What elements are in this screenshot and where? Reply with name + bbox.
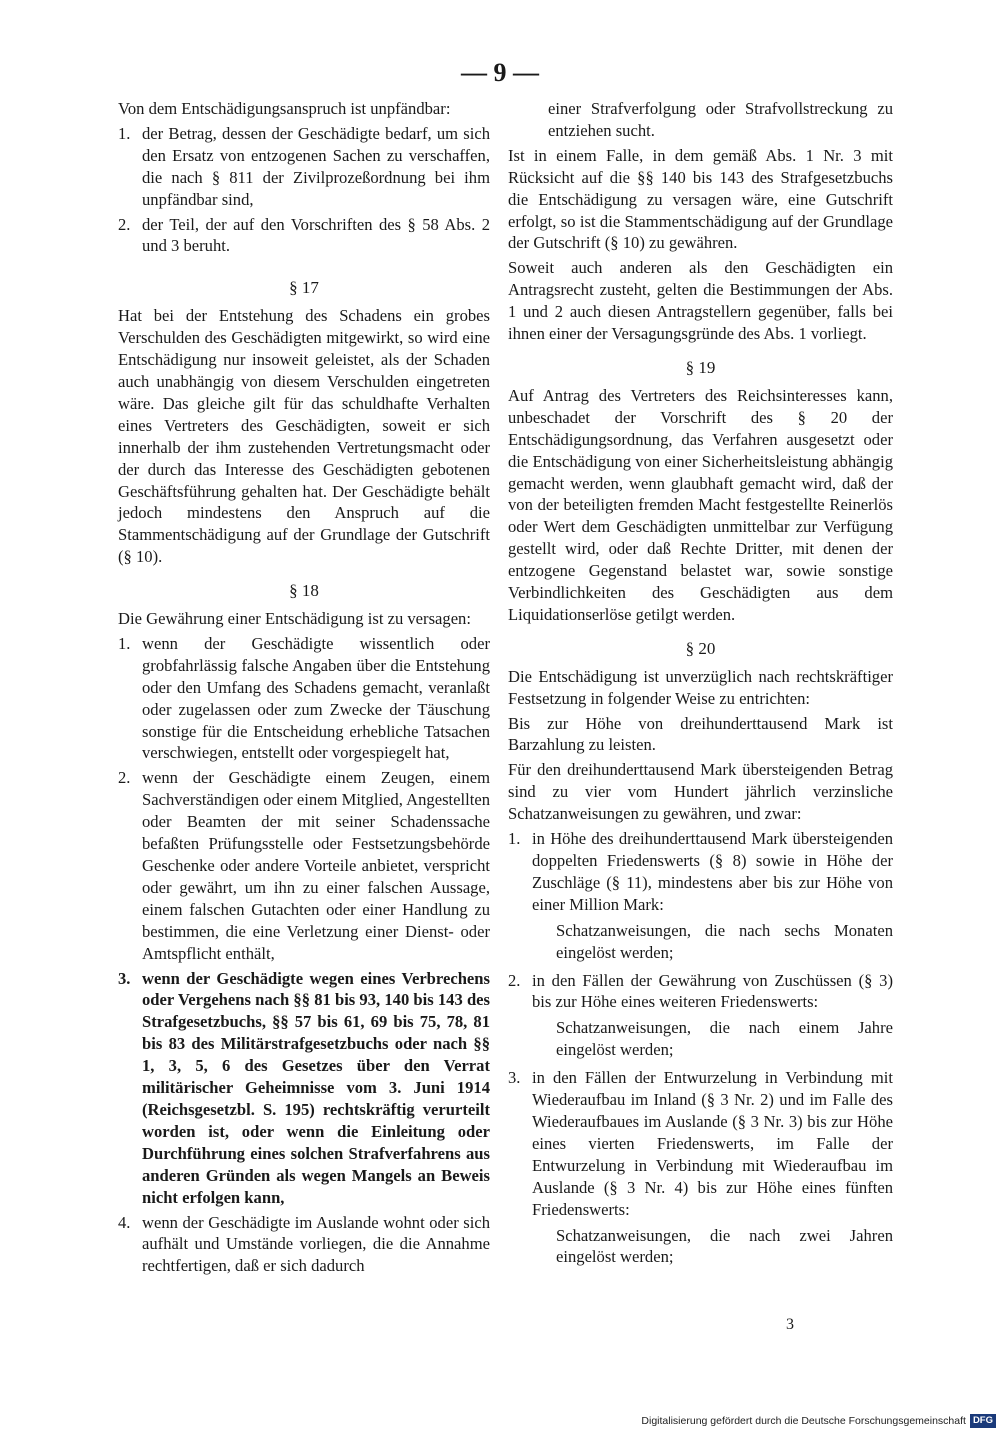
section-20-paragraph-2: Für den dreihunderttausend Mark übersteigenden Betrag sind zu vier vom Hundert jährlich verzinsliche Schatzanweisungen zu gewähren, und zwar:	[508, 760, 893, 824]
section-17-text: Hat bei der Entstehung des Schadens ein grobes Verschulden des Geschädigten mitgewirkt, so wird eine Entschädigung nur insoweit geleistet, als der Schaden auch unabhängig von diesem Verschulden eingetreten wäre. Das gleiche gilt für das schuldhafte Verhalten eines Vertreters des Geschädigten, soweit er sich innerhalb der ihm zustehenden Vertretungsmacht oder der durch das Interesse des Geschädigten gebotenen Geschäftsführung gehalten hat. Der Geschädigte behält jedoch mindestens den Anspruch auf die Stammentschädigung auf der Grundlage der Gutschrift (§ 10).	[118, 306, 490, 567]
list-text: in den Fällen der Gewährung von Zuschüssen (§ 3) bis zur Höhe eines weiteren Friedenswerts:	[532, 970, 893, 1012]
section-heading-19: § 19	[685, 357, 716, 377]
left-column	[118, 98, 490, 1280]
section-18-paragraph-3: Soweit auch anderen als den Geschädigten ein Antragsrecht zusteht, gelten die Bestimmungen der Abs. 1 und 2 auch diesen Antragstellern gegenüber, falls bei ihnen einer der Versagungsgründe des Abs. 1 vorliegt.	[508, 258, 893, 344]
section-heading-18: § 18	[289, 581, 319, 601]
list-item	[118, 633, 490, 764]
list-number: 4.	[118, 1212, 131, 1232]
list-text: in den Fällen der Entwurzelung in Verbindung mit Wiederaufbau im Inland (§ 3 Nr. 2) und im Falle des Wiederaufbaues im Auslande (§ 3 Nr. 3) bis zur Höhe eines vierten Friedenswerts, im Falle der Entwurzelung in Verbindung mit Wiederaufbau im Auslande (§ 3 Nr. 4) bis zur Höhe eines fünften Friedenswerts:	[532, 1068, 893, 1219]
list-text: wenn der Geschädigte wegen eines Verbrechens oder Vergehens nach §§ 81 bis 93, 140 bis 143 des Strafgesetzbuchs, §§ 57 bis 61, 69 bis 75, 78, 81 bis 83 des Militärstrafgesetzbuchs oder nach §§ 1, 3, 5, 6 des Gesetzes über den Verrat militärischer Geheimnisse vom 3. Juni 1914 (Reichsgesetzbl. S. 195) rechtskräftig verurteilt worden ist, oder wenn die Einleitung oder Durchführung eines solchen Strafverfahrens aus anderen Gründen als wegen Mangels an Beweis nicht erfolgen kann,	[142, 968, 490, 1207]
section-18-intro: Die Gewährung einer Entschädigung ist zu versagen:	[118, 609, 471, 629]
list-item	[118, 1212, 490, 1278]
list-item	[508, 1067, 893, 1220]
section-18-paragraph-2: Ist in einem Falle, in dem gemäß Abs. 1 Nr. 3 mit Rücksicht auf die §§ 140 bis 143 des Strafgesetzbuchs die Entschädigung zu versagen wäre, eine Gutschrift erfolgt, so ist die Stammentschädigung auf der Grundlage der Gutschrift (§ 10) zu gewähren.	[508, 145, 893, 253]
list-number: 1.	[118, 633, 131, 653]
list-subtext: Schatzanweisungen, die nach einem Jahre eingelöst werden;	[556, 1018, 893, 1060]
list-text: der Teil, der auf den Vorschriften des § 58 Abs. 2 und 3 beruht.	[142, 214, 490, 256]
sheet-signature: 3	[786, 1316, 794, 1333]
section-20-paragraph-1: Bis zur Höhe von dreihunderttausend Mark ist Barzahlung zu leisten.	[508, 713, 893, 755]
list-item	[118, 123, 490, 211]
list-item	[118, 214, 490, 258]
section-heading-17: § 17	[289, 278, 319, 298]
list-text: wenn der Geschädigte wissentlich oder grobfahrlässig falsche Angaben über die Entstehung oder den Umfang des Schadens gemacht, veranlaßt oder zugelassen oder zum Zwecke der Täuschung sonstige für die Entscheidung erhebliche Tatsachen verschwiegen, entstellt oder vorgespiegelt hat,	[142, 633, 490, 763]
section-19-text: Auf Antrag des Vertreters des Reichsinteresses kann, unbeschadet der Vorschrift des § 20 der Entschädigungsordnung, das Verfahren ausgesetzt oder die Entschädigung von einer Sicherheitsleistung abhängig gemacht werden, wenn glaubhaft gemacht wird, daß der von der beteiligten fremden Macht festgestellte Reinerlös oder Wert dem Geschädigten unmittelbar zur Verfügung gestellt wird, oder daß Rechte Dritter, mit denen der entzogene Gegenstand belastet war, sowie sonstige Verbindlichkeiten des Geschädigten aus dem Liquidationserlöse getilgt werden.	[508, 385, 893, 624]
right-column	[508, 98, 893, 1274]
list-number: 2.	[508, 970, 521, 990]
list-text: wenn der Geschädigte im Auslande wohnt oder sich aufhält und Umstände vorliegen, die die Annahme rechtfertigen, daß er sich dadurch	[142, 1212, 490, 1276]
list-item	[508, 828, 893, 916]
list-subtext: Schatzanweisungen, die nach sechs Monaten eingelöst werden;	[556, 920, 893, 962]
page-number: — 9 —	[461, 58, 539, 87]
list-subtext: Schatzanweisungen, die nach zwei Jahren eingelöst werden;	[556, 1225, 893, 1267]
list-item	[118, 968, 490, 1209]
list-number: 1.	[118, 123, 131, 143]
intro-paragraph: Von dem Entschädigungsanspruch ist unpfändbar:	[118, 99, 451, 118]
list-number: 3.	[118, 968, 131, 988]
footer	[600, 1414, 996, 1428]
list-item	[118, 767, 490, 964]
list-number: 2.	[118, 768, 131, 788]
dfg-logo-icon: DFG	[970, 1414, 996, 1428]
list-text: in Höhe des dreihunderttausend Mark übersteigenden doppelten Friedenswerts (§ 8) sowie in Höhe der Zuschläge (§ 11), mindestens aber bis zur Höhe von einer Million Mark:	[532, 829, 893, 914]
continuation-paragraph: einer Strafverfolgung oder Strafvollstreckung zu entziehen sucht.	[548, 99, 893, 140]
list-number: 3.	[508, 1068, 521, 1088]
section-20-intro: Die Entschädigung ist unverzüglich nach rechtskräftiger Festsetzung in folgender Weise zu entrichten:	[508, 666, 893, 708]
section-heading-20: § 20	[685, 638, 716, 658]
list-text: der Betrag, dessen der Geschädigte bedarf, um sich den Ersatz von entzogenen Sachen zu verschaffen, die nach § 811 der Zivilprozeßordnung bei ihm unpfändbar sind,	[142, 123, 490, 209]
footer-text: Digitalisierung gefördert durch die Deutsche Forschungsgemeinschaft	[641, 1415, 966, 1427]
list-text: wenn der Geschädigte einem Zeugen, einem Sachverständigen oder einem Mitglied, Angestellten oder Beamten der mit seiner Schadenssache befaßten Prüfungsstelle oder Festsetzungsbehörde Geschenke oder andere Vorteile anbietet, verspricht oder gewährt, um ihn zu einer falschen Aussage, einem falschen Gutachten oder einer Handlung zu bestimmen, die eine Verletzung einer Dienst- oder Amtspflicht enthält,	[142, 768, 490, 963]
list-item	[508, 970, 893, 1014]
list-number: 1.	[508, 829, 521, 849]
list-number: 2.	[118, 214, 131, 234]
